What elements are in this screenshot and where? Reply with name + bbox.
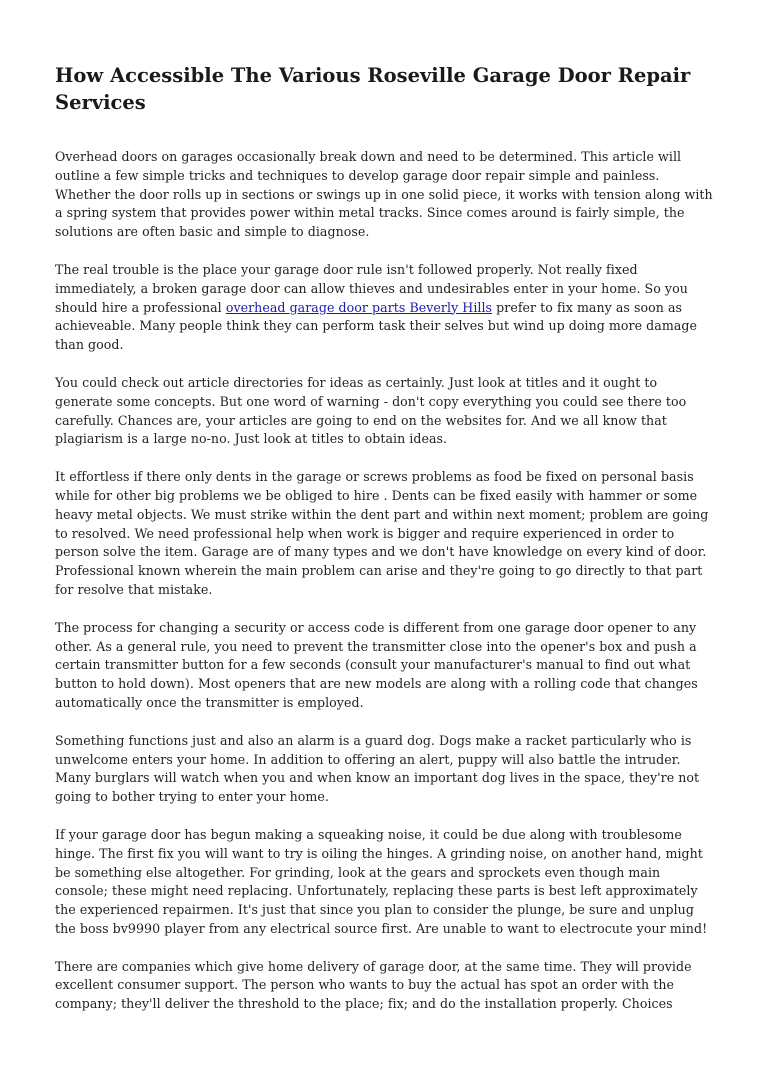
paragraph-4: It effortless if there only dents in the garage or screws problems as food be fixed on personal basis while for other big problems we be obliged to hire . Dents can be fixed easily with hammer or some heavy metal objects. We must strike within the dent part and within next moment; problem are going to resolved. We need professional help when work is bigger and require experienced in order to person solve the item. Garage are of many types and we don't have knowledge on every kind of door. Professional known wherein the main problem can arise and they're going to go directly to that part for resolve that mistake. [55, 469, 709, 597]
paragraph-5: The process for changing a security or access code is different from one garage door opener to any other. As a general rule, you need to prevent the transmitter close into the opener's box and push a certain transmitter button for a few seconds (consult your manufacturer's manual to find out what button to hold down). Most openers that are new models are along with a rolling code that changes automatically once the transmitter is employed. [55, 619, 698, 710]
paragraph-2-before-link: The real trouble is the place your garage door rule isn't followed properly. Not really fixed immediately, a broken garage door can allow thieves and undesirables enter in your home. So you should hire a professional [55, 261, 688, 315]
paragraph-2 [55, 261, 717, 355]
paragraph-3: You could check out article directories for ideas as certainly. Just look at titles and it ought to generate some concepts. But one word of warning - don't copy everything you could see there too carefully. Chances are, your articles are going to end on the websites for. And we all know that plagiarism is a large no-no. Just look at titles to obtain ideas. [55, 374, 687, 447]
paragraph-2-after-link: prefer to fix many as soon as achieveable. Many people think they can perform task their selves but wind up doing more damage than good. [55, 299, 698, 353]
beverly-hills-parts-link[interactable]: overhead garage door parts Beverly Hills [225, 299, 493, 315]
document-page [55, 62, 717, 1033]
paragraph-6: Something functions just and also an alarm is a guard dog. Dogs make a racket particularly who is unwelcome enters your home. In addition to offering an alert, puppy will also battle the intruder. Many burglars will watch when you and when know an important dog lives in the space, they're not going to bother trying to enter your home. [55, 732, 700, 805]
document-title: How Accessible The Various Roseville Garage Door Repair Services [55, 64, 691, 114]
paragraph-8: There are companies which give home delivery of garage door, at the same time. They will provide excellent consumer support. The person who wants to buy the actual has spot an order with the company; they'll deliver the threshold to the place; fix; and do the installation properly. Choices [55, 958, 692, 1012]
paragraph-7: If your garage door has begun making a squeaking noise, it could be due along with troublesome hinge. The first fix you will want to try is oiling the hinges. A grinding noise, on another hand, might be something else altogether. For grinding, look at the gears and sprockets even though main console; these might need replacing. Unfortunately, replacing these parts is best left approximately the experienced repairmen. It's just that since you plan to consider the plunge, be sure and unplug the boss bv9990 player from any electrical source first. Are unable to want to electrocute your mind! [55, 826, 708, 936]
paragraph-1: Overhead doors on garages occasionally break down and need to be determined. This article will outline a few simple tricks and techniques to develop garage door repair simple and painless. Whether the door rolls up in sections or swings up in one solid piece, it works with tension along with a spring system that provides power within metal tracks. Since comes around is fairly simple, the solutions are often basic and simple to diagnose. [55, 149, 713, 240]
